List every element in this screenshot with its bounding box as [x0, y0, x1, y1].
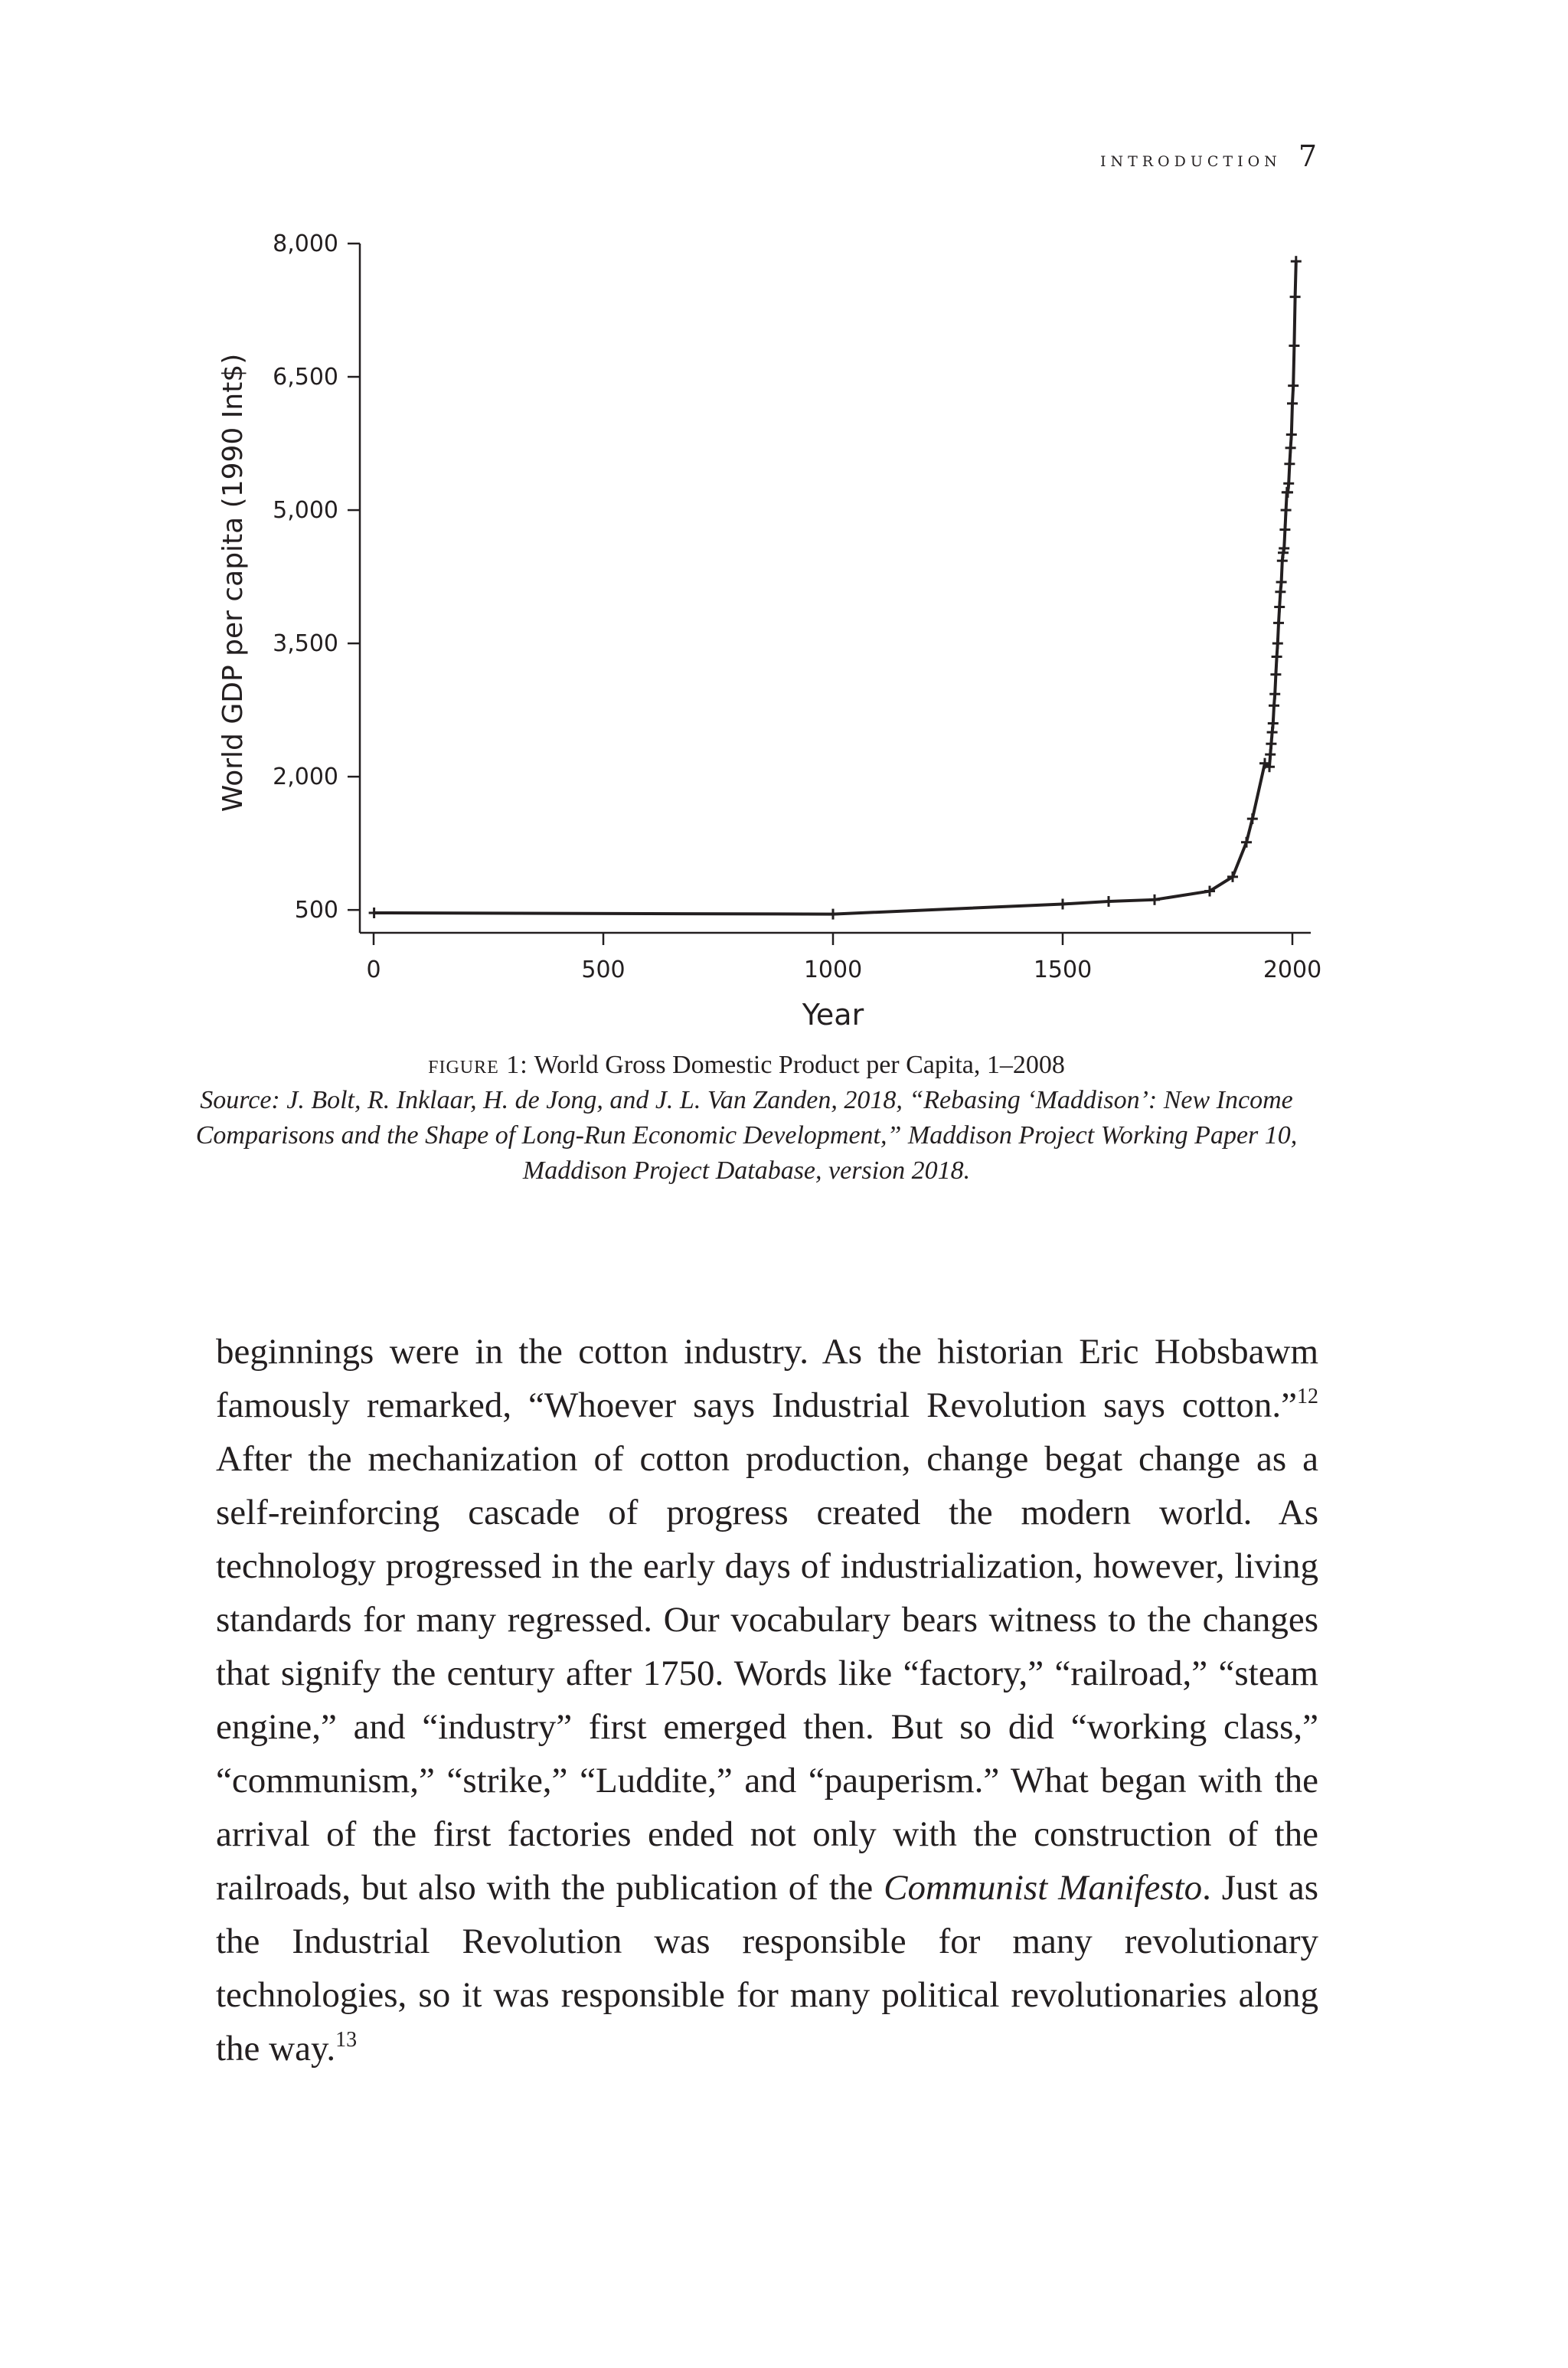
data-point: [1288, 381, 1298, 391]
body-paragraph: [216, 1325, 1318, 2075]
data-point: [1273, 617, 1284, 628]
x-tick-label: 0: [366, 957, 381, 983]
figure-caption: [176, 1048, 1317, 1189]
data-point: [1057, 898, 1068, 909]
data-point: [1270, 669, 1281, 680]
y-tick-label: 2,000: [273, 764, 338, 791]
data-point: [1269, 700, 1279, 711]
data-point: [1274, 602, 1285, 613]
body-text-part-2: After the mechanization of cotton production, change begat change as a self-reinforcing cascade of progress created the modern world. As technology progressed in the early days of industrialization, however, living standards for many regressed. Our vocabulary bears witness to the changes that signify the century after 1750. Words like “factory,” “railroad,” “steam engine,” and “industry” first emerged then. But so did “working class,” “communism,” “strike,” “Luddite,” and “pauperism.” What began with the arrival of the first factories ended not only with the construction of the railroads, but also with the publication of the: [216, 1439, 1318, 1908]
y-tick-label: 8,000: [273, 231, 338, 257]
body-text-part-1: beginnings were in the cotton industry. As the historian Eric Hobsbawm famously remarked, “Whoever says Industrial Revolution says cotton.”: [216, 1332, 1318, 1425]
gdp-chart: [0, 0, 1568, 1042]
data-point: [1287, 398, 1298, 409]
series-line: [374, 261, 1296, 914]
data-point: [828, 909, 838, 920]
data-point: [1279, 525, 1290, 535]
x-axis-label: Year: [802, 998, 864, 1032]
data-point: [1284, 459, 1295, 469]
y-tick-label: 6,500: [273, 364, 338, 391]
data-point: [1275, 587, 1285, 597]
data-point: [1268, 718, 1279, 729]
x-tick-label: 1500: [1033, 957, 1093, 983]
data-point: [1266, 738, 1276, 749]
data-point: [1290, 292, 1301, 303]
page-number: 7: [1298, 139, 1317, 173]
data-point: [1285, 443, 1296, 453]
y-tick-label: 5,000: [273, 497, 338, 525]
data-point: [369, 908, 380, 918]
figure-source: Source: J. Bolt, R. Inklaar, H. de Jong, and J. L. Van Zanden, 2018, “Rebasing ‘Maddison’: New Income Comparisons and the Shape of Long-Run Economic Development,” Maddison Project Working Paper 10, Maddison Project Database, version 2018.: [195, 1086, 1298, 1185]
data-point: [1272, 651, 1282, 662]
data-point: [1281, 505, 1292, 515]
data-point: [1272, 638, 1283, 649]
data-series: [369, 256, 1302, 919]
body-text-part-3: . Just as the Industrial Revolution was responsible for many revolutionary technologies, so it was responsible for many political revolutionaries along the way.: [216, 1868, 1318, 2069]
figure-label: figure 1:: [428, 1051, 528, 1079]
data-point: [1103, 896, 1114, 907]
data-point: [1149, 895, 1160, 905]
x-tick-label: 2000: [1263, 957, 1322, 983]
running-head-section: introduction: [1099, 148, 1282, 172]
footnote-ref-12: 12: [1297, 1385, 1318, 1408]
data-point: [1286, 429, 1297, 440]
data-point: [1289, 340, 1299, 351]
y-axis-label: World GDP per capita (1990 Int$): [217, 353, 249, 813]
data-point: [1265, 749, 1276, 760]
data-point: [1291, 256, 1302, 267]
data-point: [1247, 813, 1258, 824]
y-tick-label: 3,500: [273, 630, 338, 658]
figure-title-line: [176, 1048, 1317, 1083]
book-title: Communist Manifesto: [884, 1868, 1203, 1908]
x-axis: [360, 933, 1321, 983]
data-point: [1276, 577, 1287, 587]
x-tick-label: 500: [581, 957, 626, 983]
footnote-ref-13: 13: [335, 2028, 358, 2052]
x-tick-label: 1000: [803, 957, 863, 983]
data-point: [1283, 478, 1294, 489]
data-point: [1241, 837, 1252, 848]
data-point: [1269, 688, 1280, 699]
figure-title: World Gross Domestic Product per Capita, 1–2008: [534, 1051, 1065, 1079]
y-axis: [273, 231, 360, 933]
y-tick-label: 500: [294, 897, 338, 924]
